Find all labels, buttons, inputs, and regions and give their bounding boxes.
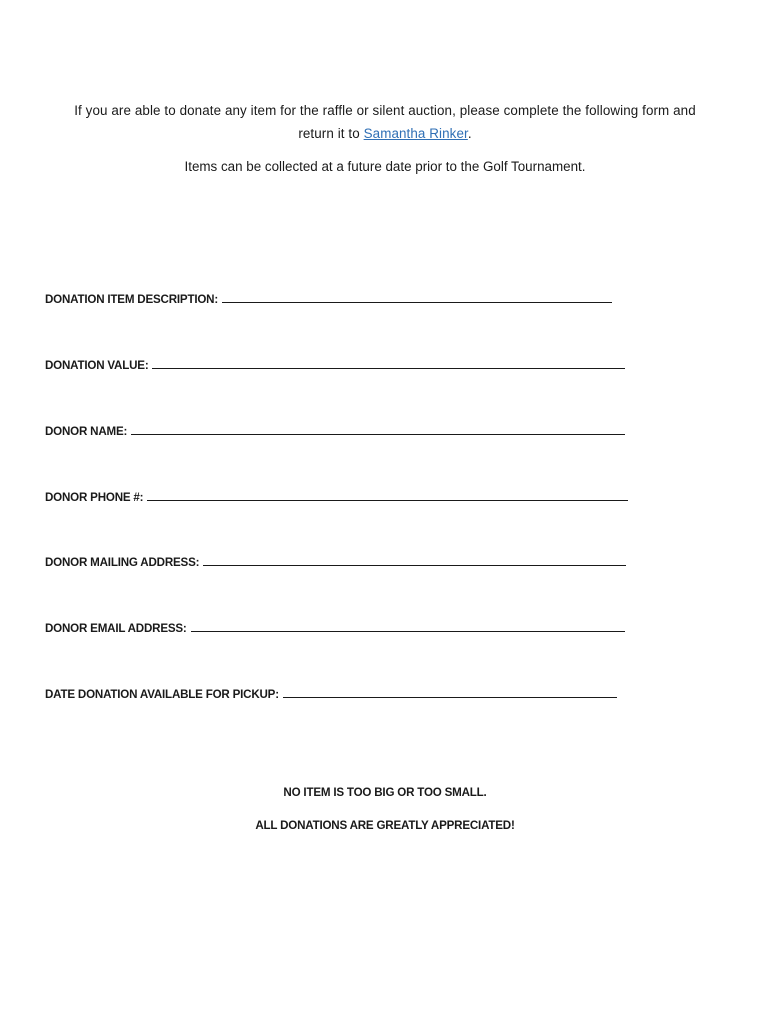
closing-line-1: NO ITEM IS TOO BIG OR TOO SMALL. (283, 786, 487, 799)
donor-name-blank[interactable] (131, 424, 625, 435)
intro-line-2-prefix: return it to (298, 126, 364, 141)
field-mailing-address (45, 555, 626, 569)
mailing-address-blank[interactable] (203, 555, 626, 566)
field-label: DONOR NAME: (45, 425, 128, 438)
intro-line-2-suffix: . (467, 126, 472, 141)
field-donor-name (45, 424, 625, 438)
item-description-blank[interactable] (222, 292, 612, 303)
field-label: DONATION ITEM DESCRIPTION: (45, 293, 218, 306)
intro-paragraph (40, 99, 730, 145)
field-label: DONOR MAILING ADDRESS: (45, 556, 200, 569)
intro-line-1: If you are able to donate any item for the raffle or silent auction, please complete the following form and (74, 103, 696, 118)
field-donation-value (45, 358, 625, 372)
closing-line-2: ALL DONATIONS ARE GREATLY APPRECIATED! (255, 819, 515, 832)
field-item-description (45, 292, 612, 306)
email-address-blank[interactable] (191, 621, 625, 632)
contact-link[interactable]: Samantha Rinker (363, 126, 468, 141)
field-label: DATE DONATION AVAILABLE FOR PICKUP: (45, 688, 279, 701)
donation-value-blank[interactable] (152, 358, 625, 369)
collection-note: Items can be collected at a future date prior to the Golf Tournament. (184, 159, 586, 174)
pickup-date-blank[interactable] (283, 687, 617, 698)
field-pickup-date (45, 687, 617, 701)
field-label: DONOR EMAIL ADDRESS: (45, 622, 187, 635)
field-label: DONOR PHONE #: (45, 491, 144, 504)
field-label: DONATION VALUE: (45, 359, 149, 372)
field-donor-phone (45, 490, 628, 504)
field-email-address (45, 621, 625, 635)
donor-phone-blank[interactable] (147, 490, 628, 501)
